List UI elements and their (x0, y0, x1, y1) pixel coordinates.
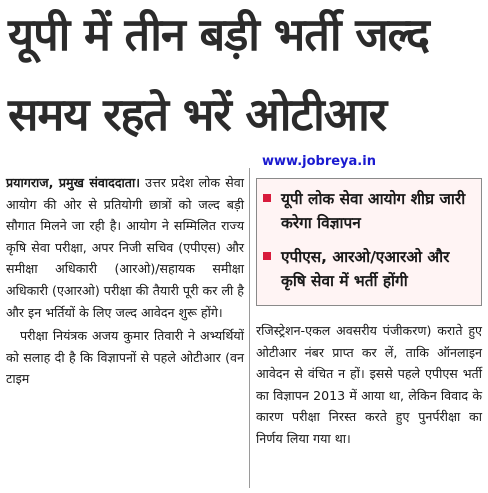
headline-line-2: समय रहते भरें ओटीआर (8, 88, 387, 141)
highlight-item (267, 245, 477, 293)
square-bullet-icon (263, 194, 271, 202)
article-paragraph-3: रजिस्ट्रेशन-एकल अवसरीय पंजीकरण) कराते हुए ओटीआर नंबर प्राप्त कर लें, ताकि ऑनलाइन आवेदन से वंचित न हों। इससे पहले एपीएस भर्ती का विज्ञापन 2013 में आया था, लेकिन विवाद के कारण परीक्षा निरस्त करते हुए पुनर्परीक्षा का निर्णय लिया गया था। (256, 323, 482, 446)
highlight-text: एपीएस, आरओ/एआरओ और कृषि सेवा में भर्ती होंगी (281, 248, 450, 290)
right-article-column (256, 320, 482, 450)
headline-line-1: यूपी में तीन बड़ी भर्ती जल्द (8, 8, 429, 61)
article-paragraph-2: परीक्षा नियंत्रक अजय कुमार तिवारी ने अभ्यर्थियों को सलाह दी है कि विज्ञापनों से पहले ओटीआर (वन टाइम (6, 328, 244, 387)
square-bullet-icon (263, 252, 271, 260)
dateline: प्रयागराज, प्रमुख संवाददाता। (6, 175, 141, 190)
highlight-box (256, 178, 482, 306)
website-watermark: www.jobreya.in (262, 154, 376, 169)
left-article-column (6, 172, 244, 390)
article-paragraph-1-text: उत्तर प्रदेश लोक सेवा आयोग की ओर से प्रतियोगी छात्रों को जल्द बड़ी सौगात मिलने जा रही है। आयोग ने सम्मिलित राज्य कृषि सेवा परीक्षा, अपर निजी सचिव (एपीएस) और समीक्षा अधिकारी (आरओ)/सहायक समीक्षा अधिकारी (एआरओ) परीक्षा की तैयारी पूरी कर ली है और इन भर्तियों के लिए जल्द आवेदन शुरू होंगे। (6, 175, 244, 320)
highlight-text: यूपी लोक सेवा आयोग शीघ्र जारी करेगा विज्ञापन (281, 190, 466, 232)
highlight-item (267, 187, 477, 235)
article-paragraph-1 (6, 172, 244, 323)
column-divider (249, 168, 250, 488)
